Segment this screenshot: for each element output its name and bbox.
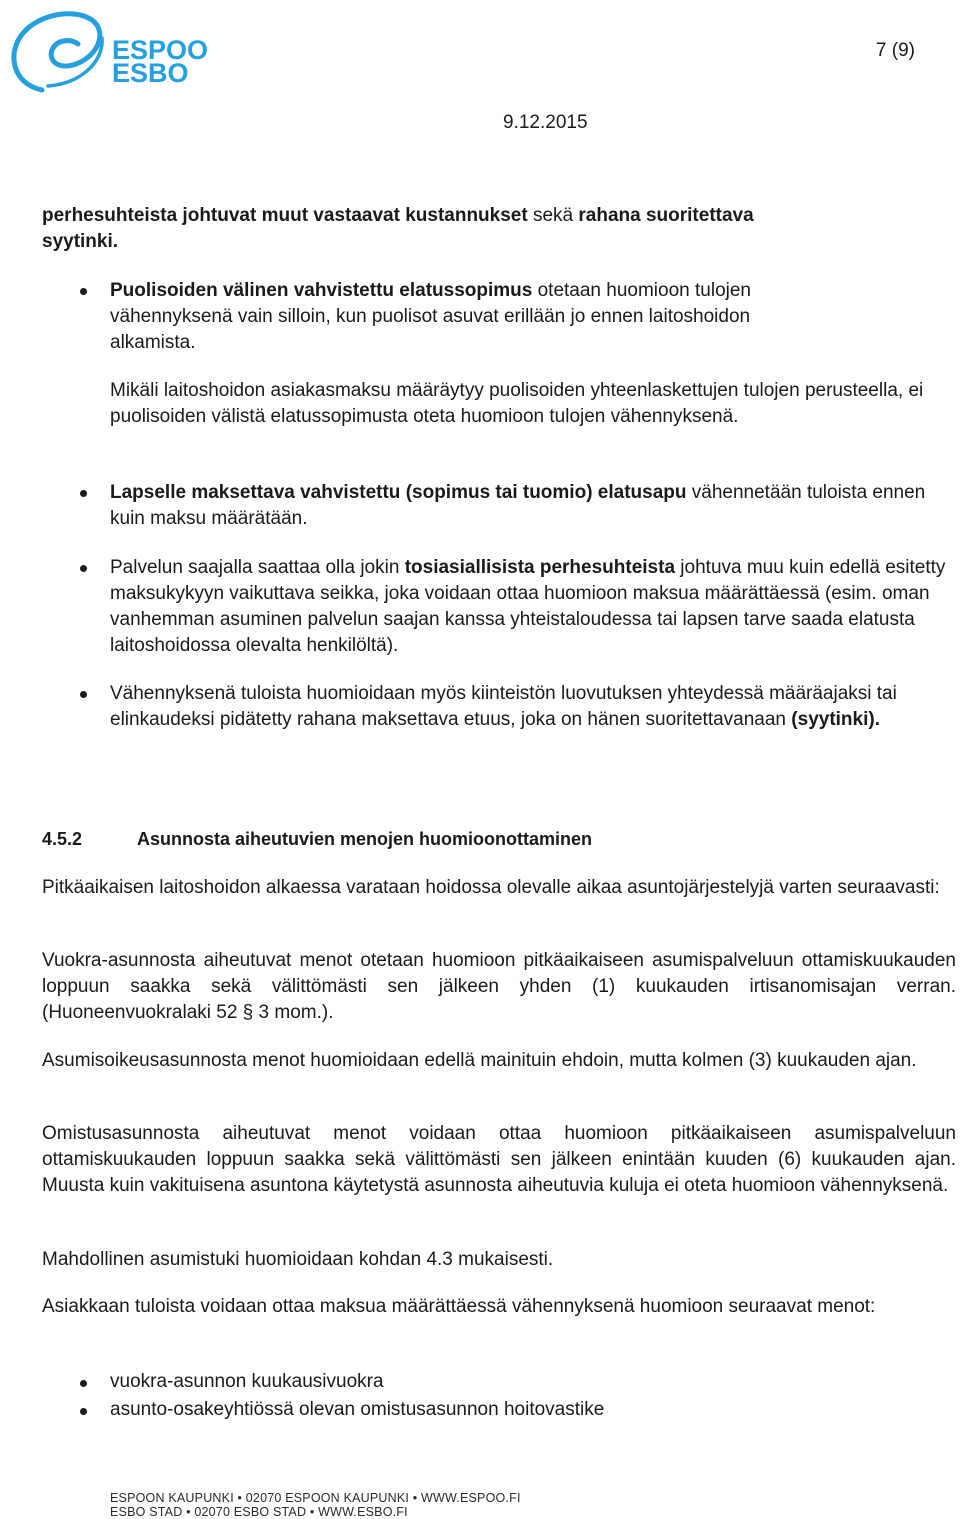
bullet-dot <box>80 1408 87 1415</box>
bullet-item-4 <box>110 681 910 733</box>
bullet-dot <box>80 1380 87 1387</box>
intro-bold-1: perhesuhteista johtuvat muut vastaavat kustannukset <box>42 205 528 226</box>
bullet-item-2 <box>110 480 945 532</box>
espoo-logo <box>8 2 208 94</box>
section-title: Asunnosta aiheutuvien menojen huomioonottaminen <box>137 829 593 849</box>
bullet-dot <box>80 565 87 572</box>
paragraph-6: Asiakkaan tuloista voidaan ottaa maksua määrättäessä vähennyksenä huomioon seuraavat menot: <box>42 1296 876 1317</box>
bullet2-bold: Lapselle maksettava vahvistettu (sopimus tai tuomio) elatusapu <box>110 482 687 503</box>
bullet4-bold: (syytinki). <box>791 709 880 730</box>
logo-line1: ESPOO <box>112 35 208 65</box>
bullet2-text: vähennetään tuloista ennen kuin maksu määrätään. <box>110 482 926 529</box>
logo-line2: ESBO <box>112 58 189 88</box>
footer-line-1: ESPOON KAUPUNKI • 02070 ESPOON KAUPUNKI • WWW.ESPOO.FI <box>110 1491 521 1505</box>
intro-bold-3: syytinki. <box>42 231 119 252</box>
cost-item-1: vuokra-asunnon kuukausivuokra <box>110 1371 384 1392</box>
section-number: 4.5.2 <box>42 829 83 849</box>
bullet-dot <box>80 288 87 295</box>
paragraph-2: Vuokra-asunnosta aiheutuvat menot otetaan huomioon pitkäaikaiseen asumispalveluun ottamiskuukauden loppuun saakka sekä välittömästi sen jälkeen yhden (1) kuukauden irtisanomisajan verran. (Huoneenvuokralaki 52 § 3 mom.). <box>42 950 956 1023</box>
bullet3-bold: tosiasiallisista perhesuhteista <box>404 557 676 578</box>
intro-text: sekä <box>527 205 579 226</box>
bullet1-line3: alkamista. <box>110 332 196 353</box>
bullet-item-1 <box>110 278 956 356</box>
logo-swirl-icon <box>14 14 100 90</box>
page-number: 7 (9) <box>875 40 915 61</box>
intro-bold-2: rahana suoritettava <box>578 205 754 226</box>
paragraph-3: Asumisoikeusasunnosta menot huomioidaan edellä mainituin ehdoin, mutta kolmen (3) kuukauden ajan. <box>42 1050 917 1071</box>
cost-item-2: asunto-osakeyhtiössä olevan omistusasunnon hoitovastike <box>110 1399 605 1420</box>
bullet-item-3 <box>110 555 956 659</box>
footer-line-2: ESBO STAD • 02070 ESBO STAD • WWW.ESBO.FI <box>110 1505 408 1519</box>
paragraph-1: Pitkäaikaisen laitoshoidon alkaessa varataan hoidossa olevalle aikaa asuntojärjestelyjä varten seuraavasti: <box>42 877 940 898</box>
bullet1-note: Mikäli laitoshoidon asiakasmaksu määräytyy puolisoiden yhteenlaskettujen tulojen perusteella, ei puolisoiden välistä elatussopimusta oteta huomioon tulojen vähennyksenä. <box>110 380 924 427</box>
bullet-dot <box>80 691 87 698</box>
bullet1-line2: vähennyksenä vain silloin, kun puolisot asuvat erillään jo ennen laitoshoidon <box>110 306 751 327</box>
bullet3-post: johtuva muu kuin edellä esitetty maksukykyyn vaikuttava seikka, joka voidaan ottaa huomioon maksua määrättäessä (esim. oman vanhemman asuminen palvelun saajan kanssa yhteistaloudessa tai lapsen tarve saada elatusta laitoshoidossa olevalta henkilöltä). <box>110 557 946 656</box>
bullet-dot <box>80 490 87 497</box>
bullet1-bold: Puolisoiden välinen vahvistettu elatussopimus <box>110 280 533 301</box>
bullet1-text: otetaan huomioon tulojen <box>532 280 751 301</box>
paragraph-4: Omistusasunnosta aiheutuvat menot voidaan ottaa huomioon pitkäaikaiseen asumispalveluun ottamiskuukauden loppuun saakka sekä välittömästi sen jälkeen enintään kuuden (6) kuukauden ajan. Muusta kuin vakituisena asuntona käytetystä asunnosta aiheutuvia kuluja ei oteta huomioon vähennyksenä. <box>42 1123 956 1196</box>
intro-paragraph <box>42 203 956 255</box>
document-date: 9.12.2015 <box>503 112 588 133</box>
bullet3-pre: Palvelun saajalla saattaa olla jokin <box>110 557 405 578</box>
paragraph-5: Mahdollinen asumistuki huomioidaan kohdan 4.3 mukaisesti. <box>42 1249 554 1270</box>
bullet4-text: Vähennyksenä tuloista huomioidaan myös kiinteistön luovutuksen yhteydessä määräajaksi tai elinkaudeksi pidätetty rahana maksettava etuus, joka on hänen suoritettavanaan <box>110 683 897 730</box>
